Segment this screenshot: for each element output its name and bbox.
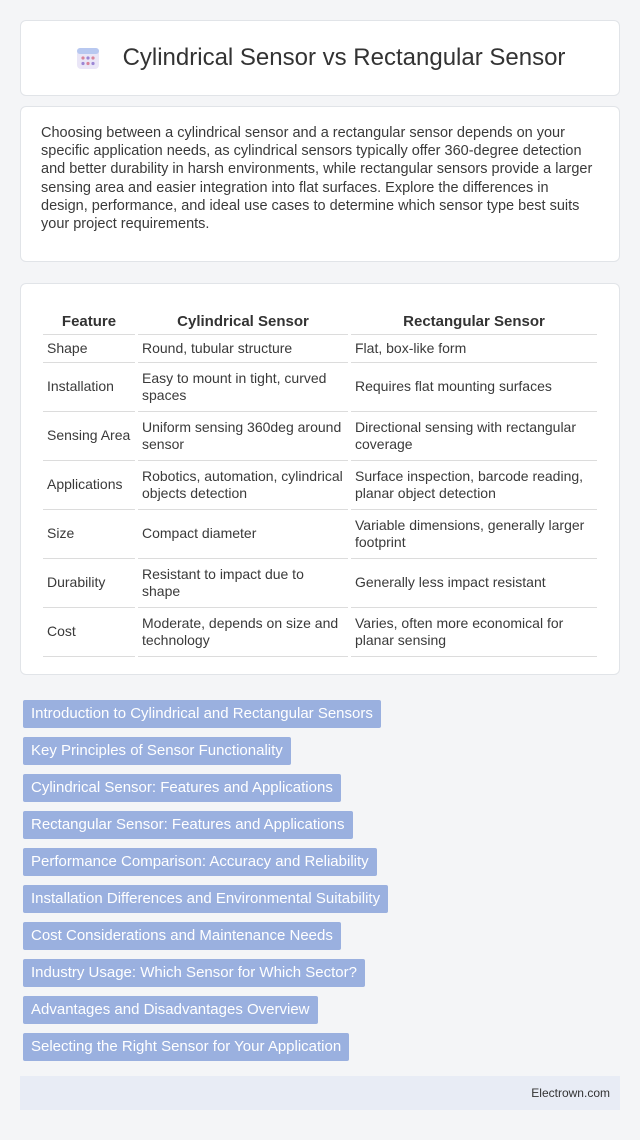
table-row	[43, 510, 597, 559]
toc-link-installation[interactable]: Installation Differences and Environmental Suitability	[23, 885, 388, 913]
table-cell-feature: Shape	[43, 335, 135, 363]
toc-link-cost[interactable]: Cost Considerations and Maintenance Needs	[23, 922, 341, 950]
table-cell-rectangular: Varies, often more economical for planar sensing	[351, 608, 597, 657]
table-cell-rectangular: Generally less impact resistant	[351, 559, 597, 608]
toc-link-selecting[interactable]: Selecting the Right Sensor for Your Application	[23, 1033, 349, 1061]
toc-link-industry-usage[interactable]: Industry Usage: Which Sensor for Which Sector?	[23, 959, 365, 987]
table-row	[43, 461, 597, 510]
table-row	[43, 363, 597, 412]
toc-link-key-principles[interactable]: Key Principles of Sensor Functionality	[23, 737, 291, 765]
table-cell-feature: Size	[43, 510, 135, 559]
table-cell-feature: Installation	[43, 363, 135, 412]
toc-link-introduction[interactable]: Introduction to Cylindrical and Rectangular Sensors	[23, 700, 381, 728]
table-row	[43, 412, 597, 461]
toc-link-advantages[interactable]: Advantages and Disadvantages Overview	[23, 996, 318, 1024]
header-card	[20, 20, 620, 96]
table-cell-feature: Applications	[43, 461, 135, 510]
table-row	[43, 608, 597, 657]
table-cell-cylindrical: Resistant to impact due to shape	[138, 559, 348, 608]
table-cell-cylindrical: Moderate, depends on size and technology	[138, 608, 348, 657]
page-title: Cylindrical Sensor vs Rectangular Sensor	[122, 44, 566, 71]
table-cell-feature: Sensing Area	[43, 412, 135, 461]
table-cell-rectangular: Surface inspection, barcode reading, planar object detection	[351, 461, 597, 510]
footer	[20, 1076, 620, 1110]
toc-link-performance[interactable]: Performance Comparison: Accuracy and Reliability	[23, 848, 377, 876]
table-header-rectangular: Rectangular Sensor	[351, 304, 597, 335]
table-cell-rectangular: Requires flat mounting surfaces	[351, 363, 597, 412]
table-header-feature: Feature	[43, 304, 135, 335]
table-cell-feature: Cost	[43, 608, 135, 657]
calendar-grid-icon	[75, 45, 101, 71]
intro-card	[20, 106, 620, 262]
table-cell-cylindrical: Uniform sensing 360deg around sensor	[138, 412, 348, 461]
table-header-cylindrical: Cylindrical Sensor	[138, 304, 348, 335]
table-cell-feature: Durability	[43, 559, 135, 608]
comparison-table-card	[20, 283, 620, 675]
table-cell-rectangular: Directional sensing with rectangular coverage	[351, 412, 597, 461]
table-row	[43, 559, 597, 608]
table-cell-cylindrical: Robotics, automation, cylindrical objects detection	[138, 461, 348, 510]
table-cell-rectangular: Flat, box-like form	[351, 335, 597, 363]
footer-brand: Electrown.com	[531, 1086, 610, 1100]
intro-paragraph: Choosing between a cylindrical sensor and a rectangular sensor depends on your specific application needs, as cylindrical sensors typically offer 360-degree detection and better durability in harsh environments, while rectangular sensors provide a larger sensing area and easier integration into flat surfaces. Explore the differences in design, performance, and ideal use cases to determine which sensor type best suits your project requirements.	[41, 125, 593, 233]
toc-link-cylindrical-features[interactable]: Cylindrical Sensor: Features and Applications	[23, 774, 341, 802]
table-cell-cylindrical: Round, tubular structure	[138, 335, 348, 363]
comparison-table	[40, 304, 600, 657]
table-cell-cylindrical: Compact diameter	[138, 510, 348, 559]
table-cell-cylindrical: Easy to mount in tight, curved spaces	[138, 363, 348, 412]
table-row	[43, 335, 597, 363]
toc-link-rectangular-features[interactable]: Rectangular Sensor: Features and Applications	[23, 811, 353, 839]
table-cell-rectangular: Variable dimensions, generally larger footprint	[351, 510, 597, 559]
